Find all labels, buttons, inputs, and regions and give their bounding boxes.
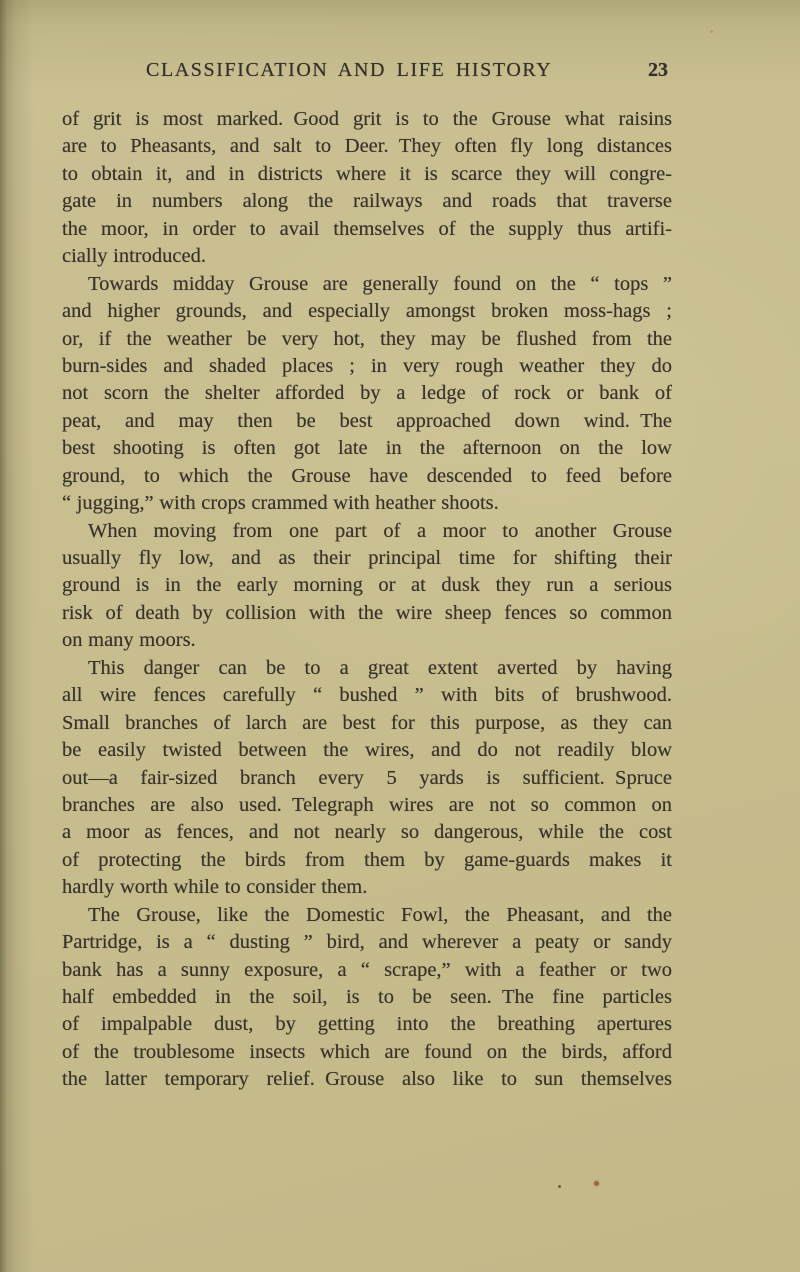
text-line: to obtain it, and in districts where it is scarce they will congre- (62, 162, 672, 185)
text-line: risk of death by collision with the wire sheep fences so common (62, 601, 672, 624)
text-line: or, if the weather be very hot, they may be flushed from the (62, 327, 672, 350)
paper-speck (558, 1185, 561, 1188)
text-line: gate in numbers along the railways and roads that traverse (62, 190, 672, 213)
paper-speck (594, 1181, 599, 1186)
text-line: half embedded in the soil, is to be seen. The fine particles (62, 986, 672, 1008)
text-line: branches are also used. Telegraph wires are not so common on (62, 793, 672, 816)
text-line: peat, and may then be best approached down wind. The (62, 409, 672, 432)
text-line: of impalpable dust, by getting into the breathing apertures (62, 1013, 672, 1036)
text-line: not scorn the shelter afforded by a ledge of rock or bank of (62, 382, 672, 405)
text-line: are to Pheasants, and salt to Deer. They often fly long distances (62, 135, 672, 158)
text-line: ground is in the early morning or at dusk they run a serious (62, 574, 672, 597)
text-line: a moor as fences, and not nearly so dangerous, while the cost (62, 821, 672, 844)
text-line: The Grouse, like the Domestic Fowl, the Pheasant, and the (88, 903, 672, 926)
text-line: the moor, in order to avail themselves of the supply thus artifi- (62, 217, 672, 240)
text-line: usually fly low, and as their principal time for shifting their (62, 547, 672, 569)
text-line: best shooting is often got late in the afternoon on the low (62, 437, 672, 460)
chapter-title: CLASSIFICATION AND LIFE HISTORY (146, 59, 553, 81)
text-line: burn-sides and shaded places ; in very rough weather they do (62, 354, 672, 377)
text-line: out—a fair-sized branch every 5 yards is sufficient. Spruce (62, 766, 672, 789)
text-line: all wire fences carefully “ bushed ” with bits of brushwood. (62, 684, 672, 707)
text-line: bank has a sunny exposure, a “ scrape,” with a feather or two (62, 958, 672, 981)
running-head (0, 59, 800, 89)
text-line: of protecting the birds from them by game-guards makes it (62, 848, 672, 871)
text-line: When moving from one part of a moor to another Grouse (88, 519, 672, 542)
text-line: Partridge, is a “ dusting ” bird, and wherever a peaty or sandy (62, 931, 672, 954)
page-number: 23 (648, 59, 668, 81)
paper-speck (710, 30, 713, 33)
text-line: cially introduced. (62, 245, 206, 268)
text-line: on many moors. (62, 629, 196, 652)
text-line: “ jugging,” with crops crammed with heather shoots. (62, 492, 499, 515)
text-line: Small branches of larch are best for this purpose, as they can (62, 711, 672, 734)
text-line: This danger can be to a great extent averted by having (88, 656, 672, 679)
text-line: the latter temporary relief. Grouse also like to sun themselves (62, 1068, 672, 1091)
text-line: of grit is most marked. Good grit is to the Grouse what raisins (62, 108, 672, 130)
text-line: of the troublesome insects which are found on the birds, afford (62, 1040, 672, 1063)
text-line: Towards midday Grouse are generally found on the “ tops ” (88, 272, 672, 295)
text-line: hardly worth while to consider them. (62, 876, 368, 899)
body-text (62, 106, 672, 1094)
text-line: and higher grounds, and especially amongst broken moss-hags ; (62, 300, 672, 323)
text-line: be easily twisted between the wires, and do not readily blow (62, 739, 672, 762)
text-line: ground, to which the Grouse have descended to feed before (62, 464, 672, 487)
